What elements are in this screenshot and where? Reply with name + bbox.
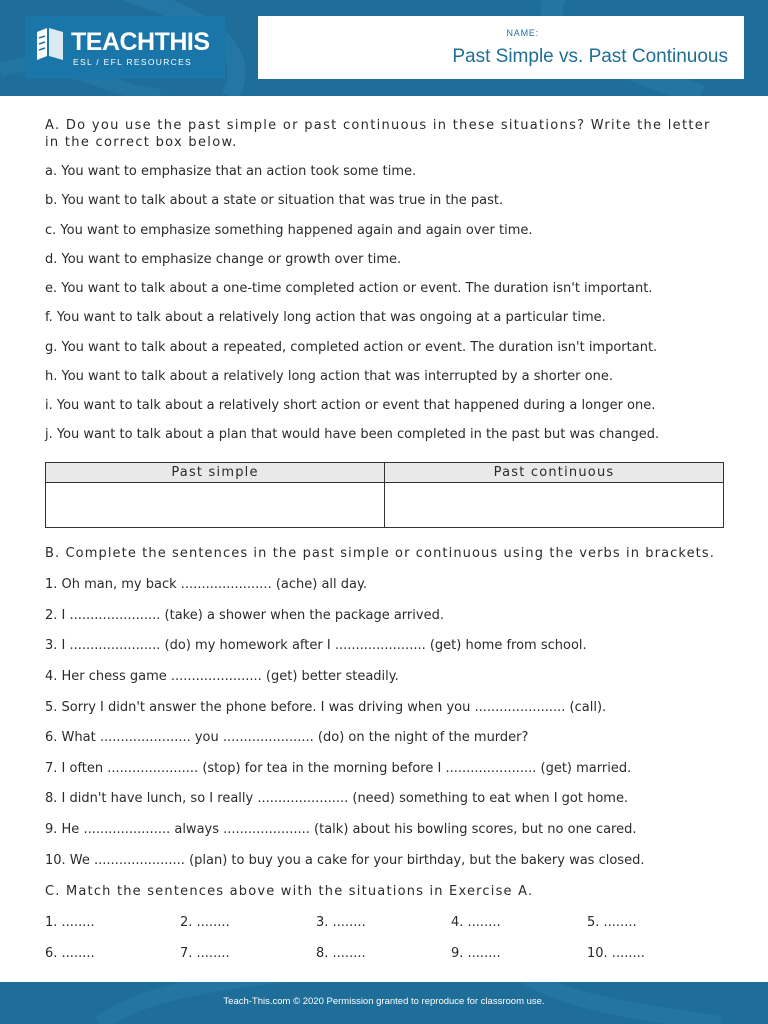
section-a-item: h. You want to talk about a relatively long action that was interrupted by a shorter one. bbox=[45, 369, 613, 384]
table-header-past-continuous: Past continuous bbox=[385, 463, 723, 483]
section-b-item: 5. Sorry I didn't answer the phone before. I was driving when you ...................... (call). bbox=[45, 700, 607, 715]
section-a-item: c. You want to emphasize something happened again and again over time. bbox=[45, 223, 533, 238]
section-b-instruction: B. Complete the sentences in the past simple or continuous using the verbs in brackets. bbox=[45, 546, 715, 561]
name-label: NAME: bbox=[506, 28, 539, 38]
section-b-item: 1. Oh man, my back ...................... (ache) all day. bbox=[45, 577, 367, 592]
answer-blank: 5. ........ bbox=[587, 915, 637, 930]
section-a-item: j. You want to talk about a plan that would have been completed in the past but was changed. bbox=[45, 427, 660, 442]
footer-banner bbox=[0, 982, 768, 1024]
answer-blank: 6. ........ bbox=[45, 946, 95, 961]
section-b-item: 10. We ...................... (plan) to buy you a cake for your birthday, but the bakery was closed. bbox=[45, 853, 645, 868]
logo-subtitle: ESL / EFL RESOURCES bbox=[73, 57, 193, 67]
answer-blank: 4. ........ bbox=[451, 915, 501, 930]
book-icon bbox=[35, 26, 65, 62]
section-a-item: g. You want to talk about a repeated, completed action or event. The duration isn't important. bbox=[45, 340, 658, 355]
section-b-item: 9. He ..................... always ..................... (talk) about his bowling scores, but no one cared. bbox=[45, 822, 637, 837]
answer-blank: 1. ........ bbox=[45, 915, 95, 930]
table-header-past-simple: Past simple bbox=[46, 463, 385, 483]
answer-blank: 2. ........ bbox=[180, 915, 230, 930]
section-a-item: d. You want to emphasize change or growth over time. bbox=[45, 252, 402, 267]
section-c-instruction: C. Match the sentences above with the situations in Exercise A. bbox=[45, 884, 534, 899]
footer-copyright: Teach-This.com © 2020 Permission granted to reproduce for classroom use. bbox=[223, 996, 545, 1007]
section-b-item: 3. I ...................... (do) my homework after I ...................... (get) home from school. bbox=[45, 638, 587, 653]
section-a-item: f. You want to talk about a relatively long action that was ongoing at a particular time. bbox=[45, 310, 606, 325]
answer-blank: 10. ........ bbox=[587, 946, 645, 961]
section-b-item: 8. I didn't have lunch, so I really ...................... (need) something to eat when I got home. bbox=[45, 791, 629, 806]
table-column-divider bbox=[384, 483, 385, 527]
logo bbox=[25, 16, 225, 79]
answer-blank: 3. ........ bbox=[316, 915, 366, 930]
section-a-item: b. You want to talk about a state or situation that was true in the past. bbox=[45, 193, 504, 208]
logo-title: TEACHTHIS bbox=[71, 28, 210, 56]
section-a-item: a. You want to emphasize that an action took some time. bbox=[45, 164, 417, 179]
section-b-item: 4. Her chess game ...................... (get) better steadily. bbox=[45, 669, 399, 684]
section-b-item: 2. I ...................... (take) a shower when the package arrived. bbox=[45, 608, 444, 623]
section-b-item: 6. What ...................... you ...................... (do) on the night of the murder? bbox=[45, 730, 529, 745]
answer-blank: 7. ........ bbox=[180, 946, 230, 961]
section-a-instruction-line1: A. Do you use the past simple or past continuous in these situations? Write the letter bbox=[45, 118, 711, 133]
header-banner bbox=[0, 0, 768, 96]
answer-blank: 8. ........ bbox=[316, 946, 366, 961]
section-a-item: i. You want to talk about a relatively short action or event that happened during a longer one. bbox=[45, 398, 656, 413]
worksheet-title: Past Simple vs. Past Continuous bbox=[452, 46, 728, 67]
section-b-item: 7. I often ...................... (stop) for tea in the morning before I ...................... (get) married. bbox=[45, 761, 632, 776]
answer-blank: 9. ........ bbox=[451, 946, 501, 961]
name-box bbox=[258, 16, 744, 79]
section-a-item: e. You want to talk about a one-time completed action or event. The duration isn't important. bbox=[45, 281, 653, 296]
section-a-instruction-line2: in the correct box below. bbox=[45, 135, 238, 150]
answer-table bbox=[45, 462, 724, 528]
